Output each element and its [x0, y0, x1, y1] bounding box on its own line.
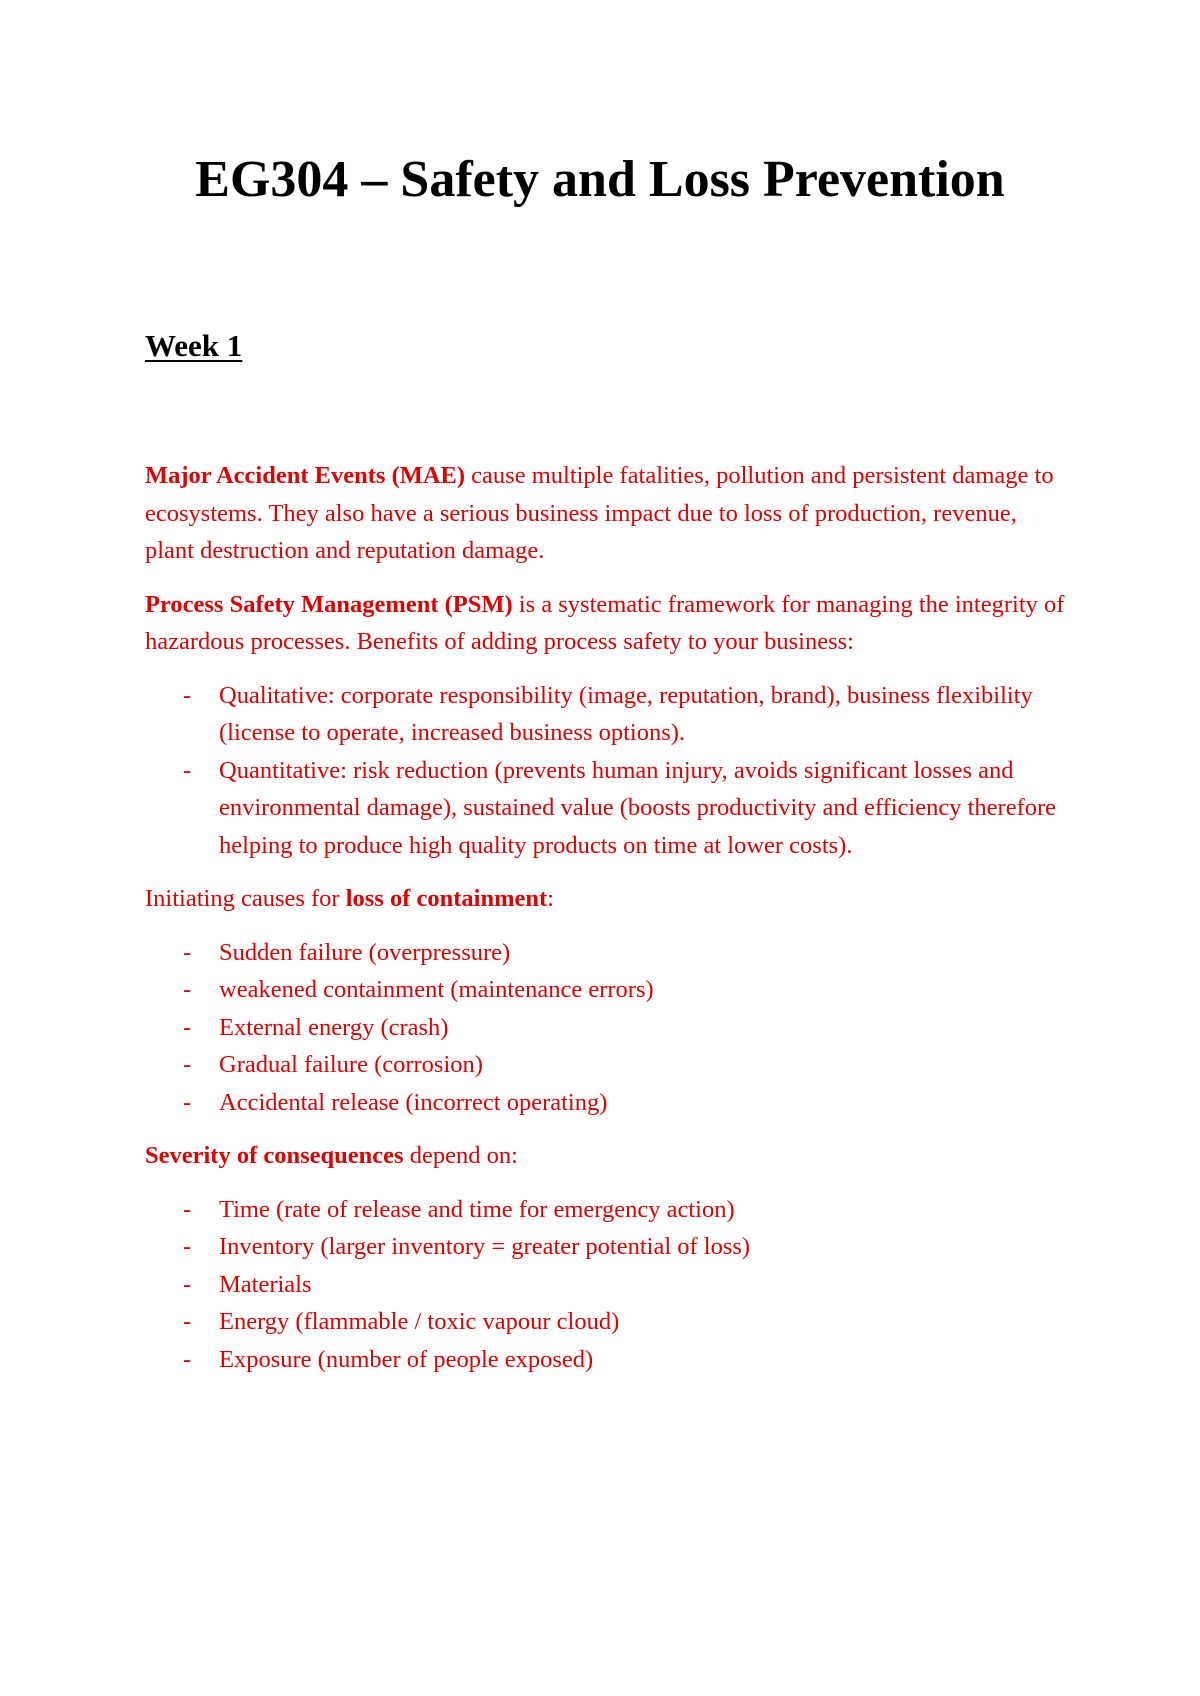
severity-term: Severity of consequences	[145, 1142, 404, 1169]
list-item: - Time (rate of release and time for emergency action)	[145, 1191, 1065, 1229]
list-item: - Energy (flammable / toxic vapour cloud)	[145, 1303, 1065, 1341]
list-item: - weakened containment (maintenance errors)	[145, 971, 1065, 1009]
list-item: - Qualitative: corporate responsibility (image, reputation, brand), business flexibility (license to operate, increased business options).	[145, 677, 1065, 752]
list-item: - Exposure (number of people exposed)	[145, 1341, 1065, 1379]
list-item: - Gradual failure (corrosion)	[145, 1046, 1065, 1084]
loss-of-containment-heading	[145, 880, 1065, 918]
loc-suffix: :	[547, 885, 554, 912]
list-item: - Quantitative: risk reduction (prevents human injury, avoids significant losses and environmental damage), sustained value (boosts productivity and efficiency therefore helping to produce high quality products on time at lower costs).	[145, 752, 1065, 865]
list-item: - Sudden failure (overpressure)	[145, 934, 1065, 972]
causes-list	[145, 934, 1065, 1122]
list-item: - Inventory (larger inventory = greater potential of loss)	[145, 1228, 1065, 1266]
psm-term: Process Safety Management	[145, 590, 439, 618]
psm-text: is a systematic framework for managing the integrity of hazardous processes. Benefits of adding process safety to your business:	[145, 590, 1065, 655]
mae-paragraph	[145, 457, 1065, 570]
mae-term: Major Accident Events	[145, 462, 386, 489]
psm-abbr: (PSM)	[444, 590, 513, 618]
severity-suffix: depend on:	[403, 1142, 518, 1169]
mae-text: cause multiple fatalities, pollution and persistent damage to ecosystems. They also have a serious business impact due to loss of production, revenue, plant destruction and reputation damage.	[145, 462, 1054, 564]
week-heading: Week 1	[145, 328, 243, 363]
loc-prefix: Initiating causes for	[145, 885, 346, 912]
list-item: - Materials	[145, 1266, 1065, 1304]
list-item: - Accidental release (incorrect operating)	[145, 1084, 1065, 1122]
list-item: - External energy (crash)	[145, 1009, 1065, 1047]
mae-abbr: (MAE)	[391, 462, 466, 489]
psm-paragraph	[145, 586, 1065, 661]
severity-factors-list	[145, 1191, 1065, 1379]
severity-heading	[145, 1137, 1065, 1175]
document-body	[145, 457, 1065, 1394]
benefits-list	[145, 677, 1065, 865]
document-title: EG304 – Safety and Loss Prevention	[195, 151, 1005, 208]
loc-term: loss of containment	[345, 885, 548, 912]
